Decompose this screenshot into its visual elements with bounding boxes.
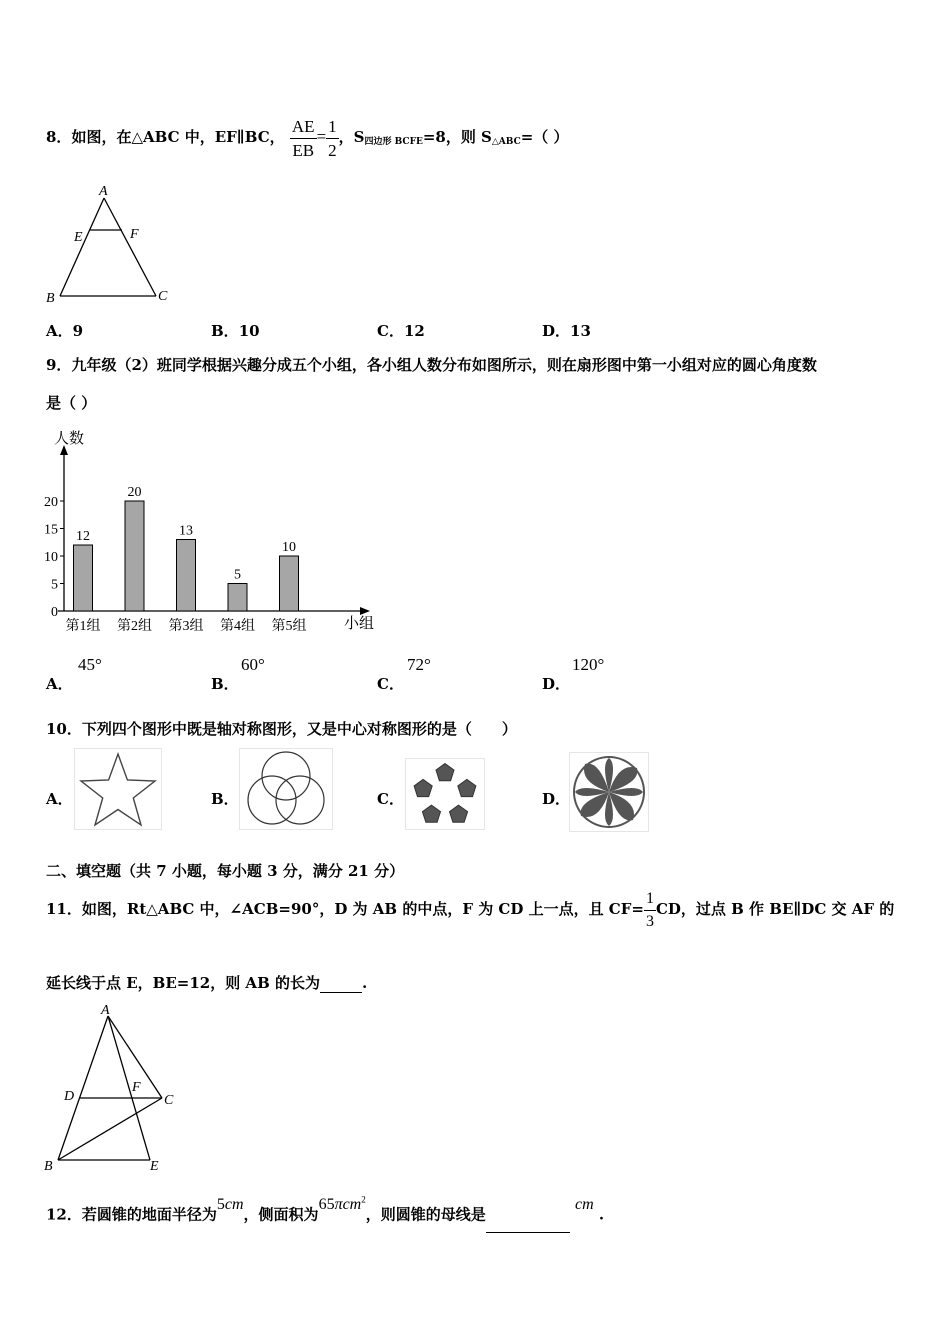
q8-equals: = — [316, 127, 327, 146]
q11-number: 11． — [46, 900, 82, 918]
q8-text-d: =（ ） — [520, 128, 569, 146]
q12-area-num: 65 — [318, 1196, 335, 1214]
q12-area — [319, 1196, 366, 1213]
q12-answer-blank[interactable] — [486, 1196, 570, 1233]
q11-text-a: 如图，Rt△ABC 中，∠ACB=90°，D 为 AB 的中点，F 为 CD 上一点，且 CF= — [81, 900, 644, 918]
q11-segment-ab — [58, 1016, 108, 1160]
q9-option-d-letter: D． — [542, 675, 571, 693]
q12-text-c: ，则圆锥的母线是 — [365, 1205, 486, 1224]
q12-text-b: ，侧面积为 — [243, 1205, 319, 1224]
q9-option-d-value: 120° — [572, 655, 605, 674]
chart-ytick-label: 20 — [44, 495, 58, 510]
q8-option-c-letter: C． — [377, 322, 404, 340]
q11-line2-end: . — [361, 974, 368, 992]
chart-category-label: 第3组 — [168, 619, 204, 634]
q8-frac1-den: EB — [292, 140, 315, 160]
q11-label-f: F — [132, 1080, 141, 1095]
q8-option-b-value: 10 — [238, 322, 260, 340]
q8-label-e: E — [74, 230, 83, 245]
q8-fraction-half — [326, 118, 339, 159]
q8-option-a-letter: A． — [46, 322, 73, 340]
q11-answer-blank[interactable] — [320, 974, 362, 993]
q9-line1: 九年级（2）班同学根据兴趣分成五个小组，各小组人数分布如图所示，则在扇形图中第一小组对应的圆心角度数 — [71, 356, 817, 374]
q10-option-b[interactable] — [211, 788, 239, 809]
q11-frac-den: 3 — [645, 912, 654, 930]
chart-ytick-label: 5 — [51, 577, 58, 593]
chart-bar — [280, 556, 299, 611]
chart-value-label: 12 — [76, 529, 90, 544]
chart-value-label: 20 — [127, 485, 142, 500]
q12-end: . — [598, 1205, 605, 1224]
q9-option-b-value: 60° — [241, 655, 265, 674]
chart-bar — [177, 540, 196, 612]
q9-option-b-letter: B． — [211, 675, 239, 693]
three-circles-figure — [239, 748, 333, 830]
q8-option-c-value: 12 — [403, 322, 425, 340]
q8-option-b-letter: B． — [211, 322, 239, 340]
q8-option-a[interactable] — [46, 320, 83, 341]
q10-number: 10． — [46, 720, 82, 738]
q8-triangle-figure — [40, 180, 180, 310]
q10-option-d-letter: D． — [542, 790, 571, 808]
q8-text-c: =8，则 S — [422, 128, 492, 146]
q12-number: 12． — [46, 1205, 82, 1224]
chart-bar — [74, 545, 93, 611]
q10-stem — [46, 718, 517, 739]
q11-label-d: D — [64, 1089, 75, 1104]
q8-option-c[interactable] — [377, 320, 425, 341]
q10-option-c-letter: C． — [377, 790, 404, 808]
q9-option-a-letter: A． — [46, 675, 73, 693]
q11-label-b: B — [44, 1159, 53, 1174]
q10-option-d[interactable] — [542, 788, 570, 809]
pentagon-shape — [422, 805, 440, 822]
chart-y-label: 人数 — [54, 431, 85, 447]
q8-label-b: B — [46, 291, 55, 306]
q8-text-b: ，S — [338, 128, 365, 146]
chart-category-label: 第2组 — [117, 619, 152, 634]
chart-x-label: 小组 — [344, 616, 375, 632]
q8-label-c: C — [158, 289, 168, 304]
q8-option-d-letter: D． — [542, 322, 571, 340]
q11-label-a: A — [101, 1003, 110, 1018]
q8-option-a-value: 9 — [72, 322, 84, 340]
q11-triangle-figure — [40, 1002, 182, 1174]
q12-radius-unit: cm — [224, 1196, 244, 1214]
chart-value-label: 13 — [179, 523, 193, 539]
chart-category-label: 第4组 — [220, 619, 255, 634]
star-outline-figure — [74, 748, 162, 830]
q9-option-c-value: 72° — [407, 655, 431, 674]
chart-category-label: 第1组 — [65, 619, 101, 634]
pentagon-shape — [458, 779, 476, 796]
pentagon-shape — [450, 805, 468, 822]
q9-option-a-value: 45° — [78, 655, 102, 674]
q8-side-ac — [104, 198, 156, 296]
section-2-title: 二、填空题（共 7 小题，每小题 3 分，满分 21 分） — [46, 862, 405, 880]
q8-frac2-den: 2 — [328, 140, 337, 160]
q10-option-c[interactable] — [377, 788, 404, 809]
star-shape — [81, 754, 155, 825]
q11-frac-num: 1 — [644, 891, 656, 911]
chart-bar — [125, 501, 144, 611]
chart-bar — [228, 584, 247, 612]
chart-value-label: 5 — [234, 567, 241, 583]
q11-label-c: C — [164, 1093, 174, 1108]
q8-label-a: A — [99, 184, 108, 199]
chart-ytick-label: 15 — [44, 522, 58, 538]
q8-frac1-num: AE — [290, 118, 317, 139]
q10-option-a[interactable] — [46, 788, 73, 809]
q9-stem-line2: 是（ ） — [46, 394, 97, 412]
q12-radius-num: 5 — [216, 1196, 225, 1214]
q8-stem — [46, 112, 569, 162]
q8-option-d-value: 13 — [570, 322, 591, 340]
q11-line2: 延长线于点 E，BE=12，则 AB 的长为 — [46, 974, 320, 992]
q12-area-unit: cm — [342, 1196, 362, 1214]
q12-text-a: 若圆锥的地面半径为 — [81, 1205, 217, 1224]
q11-stem-line2 — [46, 972, 367, 993]
q8-text-a: 如图，在△ABC 中，EF∥BC， — [71, 128, 285, 146]
q12-unit: cm — [574, 1196, 594, 1214]
five-pentagons-figure — [405, 758, 485, 830]
q11-fraction-one-third — [644, 891, 656, 930]
pentagon-shape — [414, 779, 432, 796]
q11-text-b: CD，过点 B 作 BE∥DC 交 AF 的 — [655, 900, 895, 918]
q10-option-a-letter: A． — [46, 790, 73, 808]
q9-option-c-letter: C． — [377, 675, 404, 693]
q8-sub-quad: 四边形 BCFE — [364, 137, 423, 147]
q10-option-b-letter: B． — [211, 790, 239, 808]
q12-area-pi: π — [334, 1196, 343, 1214]
q9-bar-chart — [40, 425, 385, 640]
q8-side-ab — [60, 198, 104, 296]
q8-option-d[interactable] — [542, 320, 591, 341]
q11-stem-line1 — [46, 884, 894, 934]
chart-ytick-label: 0 — [51, 605, 58, 620]
q9-stem-line1 — [46, 354, 817, 375]
q8-sub-abc: △ABC — [491, 137, 521, 147]
chart-x-axis-arrow — [360, 607, 370, 615]
q10-text: 下列四个图形中既是轴对称图形，又是中心对称图形的是（ ） — [81, 720, 517, 738]
q11-segment-ae — [108, 1016, 150, 1160]
q12-area-exp: 2 — [361, 1195, 366, 1205]
chart-ytick-label: 10 — [44, 550, 58, 565]
q11-segment-bc — [58, 1098, 162, 1160]
q11-label-e: E — [150, 1159, 159, 1174]
q8-label-f: F — [130, 227, 139, 242]
chart-value-label: 10 — [282, 540, 296, 555]
q12-stem — [46, 1192, 604, 1228]
pentagon-shape — [436, 764, 454, 781]
chart-category-label: 第5组 — [271, 619, 307, 634]
circle-petals-figure — [569, 752, 649, 832]
q8-fraction-ae-eb — [290, 118, 317, 159]
q8-number: 8． — [46, 128, 72, 146]
q8-option-b[interactable] — [211, 320, 260, 341]
q8-frac2-num: 1 — [326, 118, 339, 139]
q9-number: 9． — [46, 356, 72, 374]
q12-radius — [217, 1196, 244, 1213]
